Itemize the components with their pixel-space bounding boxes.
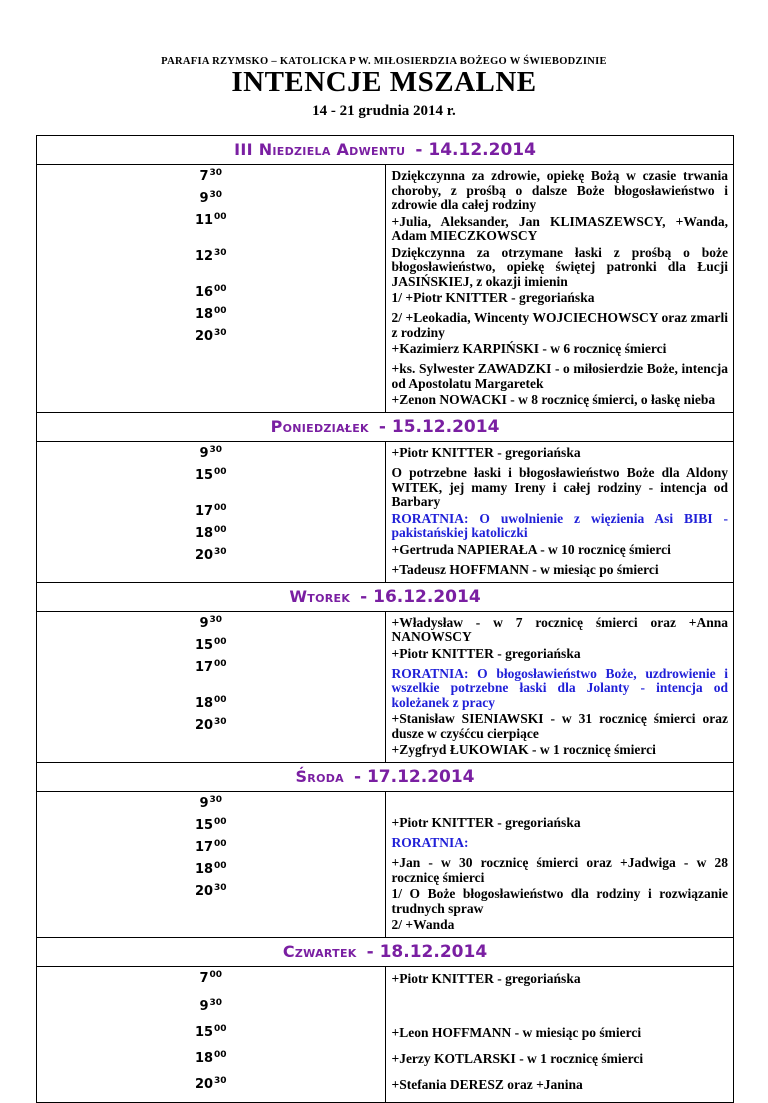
day-heading-row: [37, 136, 734, 165]
mass-time-minutes: 00: [214, 861, 227, 871]
mass-time-minutes: 30: [214, 547, 227, 557]
intention-entry: Dziękczynna za otrzymane łaski z prośbą o boże błogosławieństwo, opiekę świętej patronki dla Łucji JASIŃSKIEJ, z okazji imienin: [391, 244, 728, 289]
mass-time-minutes: 00: [214, 839, 227, 849]
mass-time-minutes: 00: [214, 636, 227, 647]
day-heading: [37, 582, 734, 611]
intentions-column: [385, 442, 734, 583]
mass-time-hour: 17: [194, 504, 214, 519]
mass-time-hour: 18: [194, 862, 214, 877]
day-body-row: [37, 165, 734, 413]
mass-time-hour: 9: [199, 999, 209, 1014]
mass-time: [37, 325, 385, 347]
mass-time: [37, 187, 385, 209]
mass-time-minutes: 00: [214, 525, 227, 535]
mass-time: [37, 1021, 385, 1047]
mass-time: [37, 303, 385, 325]
day-heading: [37, 938, 734, 967]
mass-time: [37, 1073, 385, 1099]
mass-time-minutes: 00: [214, 1050, 227, 1060]
intention-entry: +Władysław - w 7 rocznicę śmierci oraz +Anna NANOWSCY: [391, 614, 728, 644]
mass-time-minutes: 00: [214, 1024, 227, 1034]
intention-entry: +Jan - w 30 rocznicę śmierci oraz +Jadwiga - w 28 rocznicę śmierci: [391, 855, 728, 885]
mass-time-hour: 20: [194, 1077, 214, 1092]
mass-time-minutes: 30: [214, 883, 227, 893]
mass-time-hour: 16: [194, 285, 214, 300]
document-title: INTENCJE MSZALNE: [231, 66, 537, 98]
mass-time-minutes: 00: [214, 817, 227, 827]
mass-time-minutes: 30: [209, 168, 223, 178]
intention-entry: RORATNIA: O błogosławieństwo Boże, uzdrowienie i wszelkie potrzebne łaski dla Jolanty - intencja od koleżanek z pracy: [391, 665, 728, 710]
day-body-row: [37, 611, 734, 763]
day-heading-row: [37, 763, 734, 792]
mass-time-hour: 18: [194, 307, 214, 322]
intention-entry: +Zygfryd ŁUKOWIAK - w 1 rocznicę śmierci: [391, 742, 656, 757]
day-name: Poniedziałek: [270, 417, 369, 436]
intention-entry: +Piotr KNITTER - gregoriańska: [391, 645, 581, 661]
intention-entry: [392, 997, 729, 1023]
day-body-row: [37, 792, 734, 938]
mass-time-hour: 15: [194, 818, 214, 833]
intention-entry: +Piotr KNITTER - gregoriańska: [391, 971, 581, 986]
mass-time: [37, 209, 385, 245]
mass-time-minutes: 30: [214, 1076, 227, 1086]
intentions-column: [385, 611, 734, 763]
day-date: - 16.12.2014: [360, 586, 481, 607]
mass-time-hour: 9: [199, 446, 209, 461]
mass-time: [37, 836, 385, 858]
mass-time-hour: 9: [199, 615, 209, 631]
day-date: - 15.12.2014: [378, 417, 500, 437]
mass-time-minutes: 00: [214, 467, 227, 477]
mass-time: [37, 634, 385, 656]
day-date: - 18.12.2014: [366, 942, 488, 962]
date-range: 14 - 21 grudnia 2014 r.: [312, 103, 456, 119]
intention-entry: +Julia, Aleksander, Jan KLIMASZEWSCY, +Wanda, Adam MIECZKOWSCY: [391, 213, 728, 243]
intention-entry: +Zenon NOWACKI - w 8 rocznicę śmierci, o łaskę nieba: [391, 392, 716, 407]
mass-time: [37, 464, 385, 500]
mass-time-minutes: 00: [214, 658, 227, 669]
mass-time-hour: 17: [194, 840, 214, 855]
mass-time-minutes: 00: [214, 212, 227, 222]
mass-time: [37, 967, 385, 995]
mass-time: [37, 858, 385, 880]
day-body-row: [37, 967, 734, 1103]
mass-time-minutes: 00: [214, 306, 227, 316]
mass-time: [37, 281, 385, 303]
intention-entry: 1/ +Piotr KNITTER - gregoriańska: [391, 290, 595, 305]
parish-name: PARAFIA RZYMSKO – KATOLICKA P W. MIŁOSIERDZIA BOŻEGO W ŚWIEBODZINIE: [161, 56, 607, 67]
intention-entry: +Stefania DERESZ oraz +Janina: [391, 1077, 583, 1092]
mass-time: [37, 692, 385, 714]
intention-entry: +Gertruda NAPIERAŁA - w 10 rocznicę śmierci: [391, 541, 671, 557]
mass-time: [37, 814, 385, 836]
mass-time-minutes: 30: [214, 328, 227, 338]
time-column: [37, 611, 386, 763]
mass-time-hour: 20: [194, 717, 214, 733]
intention-entry: 2/ +Leokadia, Wincenty WOJCIECHOWSCY oraz zmarli z rodziny: [391, 310, 728, 340]
mass-time-minutes: 00: [209, 970, 223, 980]
day-date: - 14.12.2014: [415, 140, 536, 160]
mass-time-hour: 15: [194, 1025, 214, 1040]
mass-intentions-table: [36, 135, 734, 1103]
intention-entry: +Piotr KNITTER - gregoriańska: [391, 815, 581, 830]
mass-time: [37, 245, 385, 281]
day-date: - 17.12.2014: [353, 767, 475, 787]
mass-time: [37, 544, 385, 566]
mass-time-minutes: 30: [214, 716, 227, 727]
mass-time: [37, 1047, 385, 1073]
intention-entry: +Jerzy KOTLARSKI - w 1 rocznicę śmierci: [391, 1051, 644, 1066]
time-column: [37, 165, 386, 413]
intentions-column: [385, 967, 734, 1103]
mass-time-hour: 7: [199, 169, 209, 184]
intention-entry: [392, 794, 729, 814]
intention-entry: 2/ +Wanda: [391, 917, 455, 932]
mass-time-hour: 17: [194, 659, 214, 675]
mass-time-hour: 15: [194, 637, 214, 653]
intention-entry: +Piotr KNITTER - gregoriańska: [391, 445, 581, 460]
day-heading: [37, 763, 734, 792]
mass-time: [37, 165, 385, 187]
intentions-column: [385, 165, 734, 413]
intention-entry: +Kazimierz KARPIŃSKI - w 6 rocznicę śmierci: [391, 341, 667, 356]
mass-time-hour: 20: [194, 329, 214, 344]
mass-time-minutes: 30: [209, 190, 223, 200]
mass-time-minutes: 00: [214, 284, 227, 294]
intention-entry: O potrzebne łaski i błogosławieństwo Boże dla Aldony WITEK, jej mamy Ireny i całej rodziny - intencja od Barbary: [391, 465, 728, 509]
time-column: [37, 442, 386, 583]
mass-time: [37, 522, 385, 544]
day-heading-row: [37, 582, 734, 611]
mass-time-hour: 9: [199, 191, 209, 206]
mass-time-minutes: 30: [209, 998, 223, 1008]
mass-time: [37, 880, 385, 916]
mass-time: [37, 995, 385, 1021]
mass-time-minutes: 00: [214, 503, 227, 513]
mass-time-minutes: 30: [209, 614, 223, 625]
time-column: [37, 967, 386, 1103]
mass-time-hour: 18: [194, 526, 214, 541]
intention-entry: +Tadeusz HOFFMANN - w miesiąc po śmierci: [391, 561, 659, 577]
day-heading-row: [37, 413, 734, 442]
mass-time: [37, 500, 385, 522]
intention-entry: RORATNIA: O uwolnienie z więzienia Asi BIBI - pakistańskiej katoliczki: [391, 510, 728, 540]
day-heading-row: [37, 938, 734, 967]
intention-entry: +Leon HOFFMANN - w miesiąc po śmierci: [391, 1025, 642, 1040]
mass-time-hour: 11: [194, 213, 214, 228]
day-name: Wtorek: [289, 586, 351, 606]
time-column: [37, 792, 386, 938]
mass-time-minutes: 30: [209, 445, 223, 455]
mass-time-hour: 20: [194, 548, 214, 563]
mass-time-hour: 15: [194, 468, 214, 483]
mass-time-hour: 20: [194, 884, 214, 899]
intention-entry: 1/ O Boże błogosławieństwo dla rodziny i rozwiązanie trudnych spraw: [391, 886, 728, 916]
day-heading: [37, 413, 734, 442]
mass-time-hour: 18: [194, 1051, 214, 1066]
intention-entry: RORATNIA:: [391, 835, 469, 850]
intentions-column: [385, 792, 734, 938]
intention-entry: Dziękczynna za zdrowie, opiekę Bożą w czasie trwania choroby, z prośbą o dalsze Boże błogosławieństwo i zdrowie dla całej rodziny: [391, 168, 728, 212]
day-heading: [37, 136, 734, 165]
day-name: Czwartek: [282, 942, 357, 961]
mass-time-minutes: 30: [209, 795, 223, 805]
mass-time: [37, 714, 385, 736]
mass-time-minutes: 30: [214, 248, 227, 258]
mass-time: [37, 792, 385, 814]
mass-time: [37, 442, 385, 464]
day-name: Środa: [295, 767, 344, 786]
mass-time-hour: 9: [199, 796, 209, 811]
intention-entry: +ks. Sylwester ZAWADZKI - o miłosierdzie Boże, intencja od Apostolatu Margaretek: [391, 361, 728, 391]
mass-time-hour: 18: [194, 695, 214, 711]
mass-time-minutes: 00: [214, 694, 227, 705]
mass-time-hour: 7: [199, 971, 209, 986]
mass-time-hour: 12: [194, 249, 214, 264]
intention-entry: +Stanisław SIENIAWSKI - w 31 rocznicę śmierci oraz dusze w czyśćcu cierpiące: [391, 711, 728, 741]
day-name: III Niedziela Adwentu: [234, 140, 406, 159]
day-body-row: [37, 442, 734, 583]
mass-time: [37, 612, 385, 634]
mass-time: [37, 656, 385, 692]
